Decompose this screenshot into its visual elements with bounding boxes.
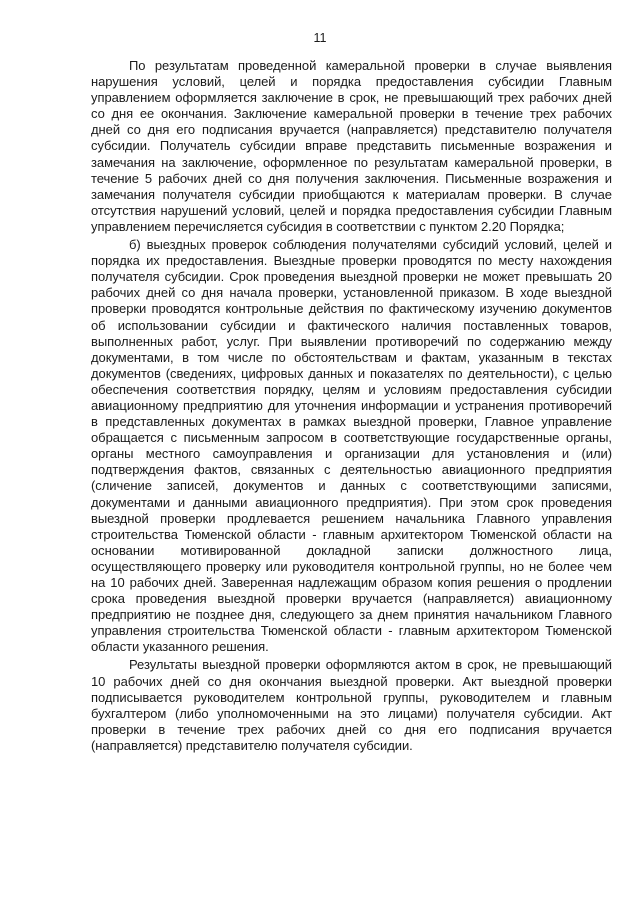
paragraph-field-inspections: б) выездных проверок соблюдения получателями субсидий условий, целей и порядка их предоставления. Выездные проверки проводятся по месту нахождения получателя субсидии. Срок проведения выездной проверки не может превышать 20 рабочих дней со дня начала проверки, установленной приказом. В ходе выездной проверки проводятся контрольные действия по фактическому изучению документов об использовании субсидии и фактического наличия поставленных товаров, выполненных работ, услуг. При выявлении противоречий по содержанию между документами, в том числе по обстоятельствам и фактам, указанным в текстах документов (сведениях, цифровых данных и показателях по деятельности), с целью обеспечения соответствия порядку, целям и условиям предоставления субсидии авиационному предприятию для уточнения информации и устранения противоречий в представленных документах в рамках выездной проверки, Главное управление обращается с письменным запросом в соответствующие государственные органы, органы местного самоуправления и организации для установления и (или) подтверждения фактов, связанных с деятельностью авиационного предприятия (сличение записей, документов и данных с соответствующими записями, документами и данными авиационного предприятия). При этом срок проведения выездной проверки продлевается решением начальника Главного управления строительства Тюменской области - главным архитектором Тюменской области на основании мотивированной докладной записки должностного лица, осуществляющего проверку или руководителя контрольной группы, но не более чем на 10 рабочих дней. Заверенная надлежащим образом копия решения о продлении срока проведения выездной проверки вручается (направляется) авиационному предприятию не позднее дня, следующего за днем принятия начальником Главного управления строительства Тюменской области - главным архитектором Тюменской области указанного решения. <box>91 237 612 655</box>
document-body <box>91 58 612 754</box>
paragraph-desk-audit-results: По результатам проведенной камеральной проверки в случае выявления нарушения условий, целей и порядка предоставления субсидии Главным управлением оформляется заключение в срок, не превышающий трех рабочих дней со дня ее окончания. Заключение камеральной проверки в течение трех рабочих дней со дня его подписания вручается (направляется) представителю получателя субсидии. Получатель субсидии вправе представить письменные возражения и замечания на заключение, оформленное по результатам камеральной проверки, в течение 5 рабочих дней со дня получения заключения. Письменные возражения и замечания получателя субсидии приобщаются к материалам проверки. В случае отсутствия нарушений условий, целей и порядка предоставления субсидии Главным управлением перечисляется субсидия в соответствии с пунктом 2.20 Порядка; <box>91 58 612 234</box>
paragraph-field-inspection-act: Результаты выездной проверки оформляются актом в срок, не превышающий 10 рабочих дней со дня окончания выездной проверки. Акт выездной проверки подписывается руководителем контрольной группы, руководителем и главным бухгалтером (либо уполномоченными на это лицами) получателя субсидии. Акт проверки в течение трех рабочих дней со дня его подписания вручается (направляется) представителю получателя субсидии. <box>91 657 612 753</box>
page-number: 11 <box>313 31 327 45</box>
